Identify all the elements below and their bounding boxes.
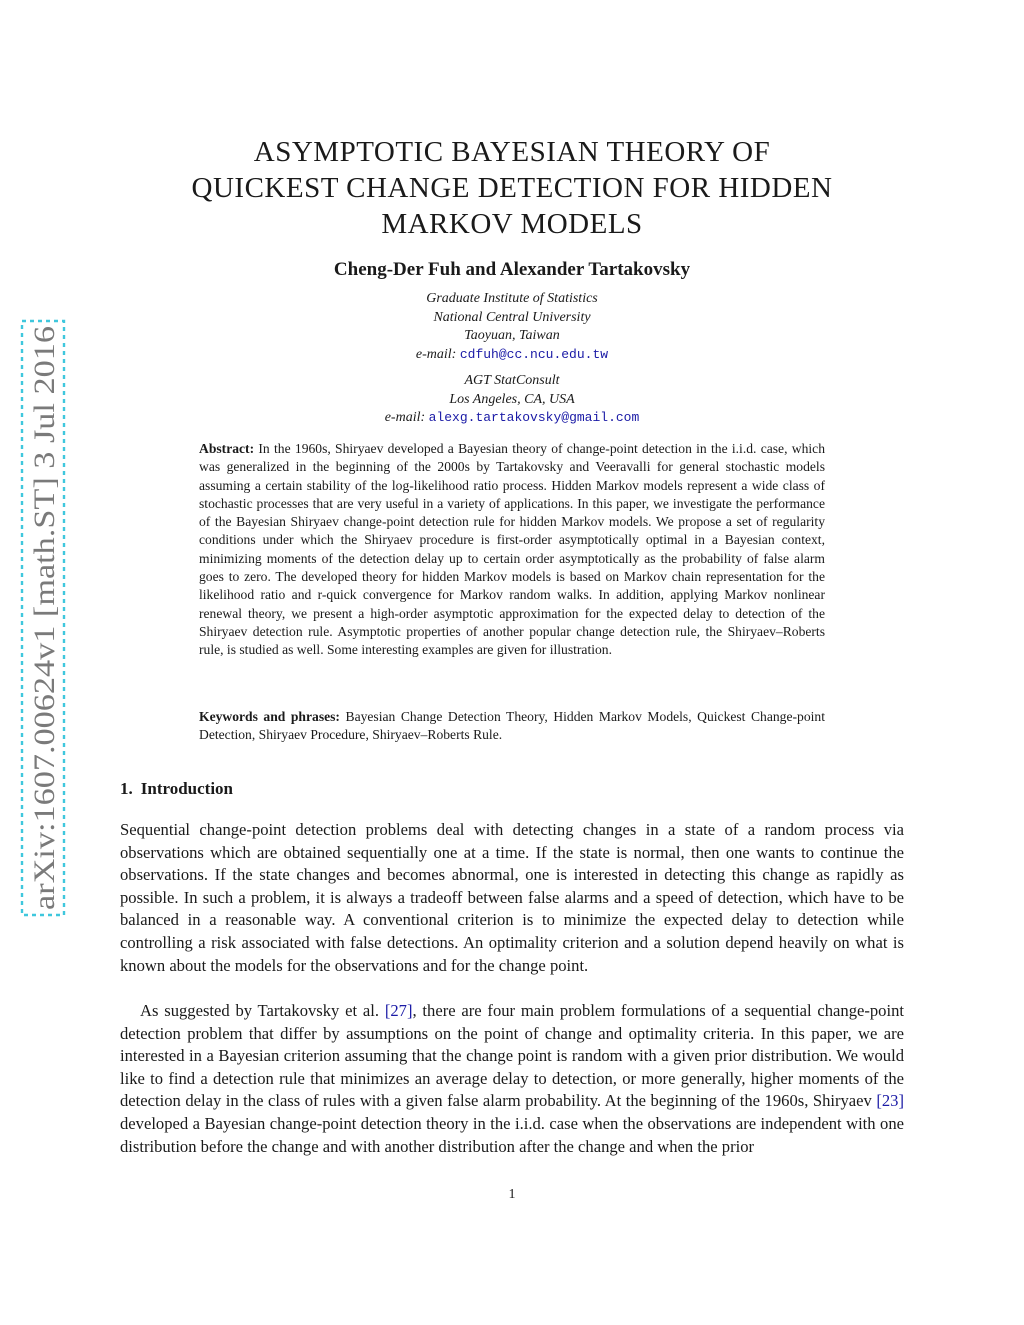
abstract-text: In the 1960s, Shiryaev developed a Bayesian theory of change-point detection in the i.i.d. case, which was generalized in the beginning of the 2000s by Tartakovsky and Veeravalli for general stochastic models assuming a certain stability of the log-likelihood ratio process. Hidden Markov models represent a wide class of stochastic processes that are very useful in a variety of applications. In this paper, we investigate the performance of the Bayesian Shiryaev change-point detection rule for hidden Markov models. We propose a set of regularity conditions under which the Shiryaev procedure is first-order asymptotically optimal in a Bayesian context, minimizing moments of the detection delay up to certain order asymptotically as the probability of false alarm goes to zero. The developed theory for hidden Markov models is based on Markov chain representation for the likelihood ratio and r-quick convergence for Markov random walks. In addition, applying Markov nonlinear renewal theory, we present a high-order asymptotic approximation for the expected delay to detection of the Shiryaev detection rule. Asymptotic properties of another popular change detection rule, the Shiryaev–Roberts rule, is studied as well. Some interesting examples are given for illustration. — [199, 441, 825, 658]
section-heading — [120, 779, 233, 799]
section-number: 1. — [120, 779, 133, 798]
paragraph-text: developed a Bayesian change-point detection theory in the i.i.d. case when the observations are independent with one distribution before the change and with another distribution after the change and when the prior — [120, 1113, 904, 1156]
arxiv-stamp-text: arXiv:1607.00624v1 [math.ST] 3 Jul 2016 — [28, 398, 61, 910]
body-paragraph-2 — [120, 1000, 904, 1158]
page-number: 1 — [508, 1187, 516, 1202]
keywords — [199, 708, 825, 745]
affiliation-line: National Central University — [433, 309, 591, 325]
title-line: ASYMPTOTIC BAYESIAN THEORY OF — [253, 136, 771, 168]
arxiv-identifier-stamp — [18, 318, 68, 918]
affiliation-1 — [212, 290, 812, 364]
body-paragraph-1: Sequential change-point detection problems deal with detecting changes in a state of a random process via observations which are obtained sequentially one at a time. If the state is normal, then one wants to continue the observations. If the state changes and becomes abnormal, one is interested in detecting this change as rapidly as possible. In such a problem, it is always a tradeoff between false alarms and a speed of detection, which have to be balanced in a reasonable way. A conventional criterion is to minimize the expected delay to detection while controlling a risk associated with false detections. An optimality criterion and a solution depend heavily on what is known about the models for the observations and for the change point. — [120, 820, 904, 975]
abstract — [199, 440, 825, 660]
affiliation-line: Graduate Institute of Statistics — [426, 291, 598, 306]
email-label: e-mail: — [384, 410, 426, 425]
abstract-label: Abstract: — [199, 441, 255, 456]
arxiv-stamp-graphic — [18, 318, 68, 918]
affiliation-line: Taoyuan, Taiwan — [464, 328, 560, 343]
paper-title — [112, 134, 912, 242]
paragraph-text: , there are four main problem formulations of a sequential change-point detection problem that differ by assumptions on the point of change and optimality criteria. In this paper, we are interested in a Bayesian criterion assuming that the change point is random with a given prior distribution. We would like to find a detection rule that minimizes an average delay to detection, or more generally, higher moments of the detection delay in the class of rules with a given false alarm probability. At the beginning of the 1960s, Shiryaev — [120, 1001, 904, 1111]
email-link[interactable]: alexg.tartakovsky@gmail.com — [428, 410, 640, 425]
section-title: Introduction — [140, 779, 234, 798]
affiliation-line: AGT StatConsult — [464, 373, 560, 388]
title-line: QUICKEST CHANGE DETECTION FOR HIDDEN — [191, 172, 833, 204]
citation-link[interactable]: [23] — [876, 1091, 904, 1111]
email-label: e-mail: — [415, 346, 457, 362]
author-list: Cheng-Der Fuh and Alexander Tartakovsky — [333, 259, 691, 280]
email-line — [212, 409, 812, 428]
affiliation-2 — [212, 372, 812, 428]
email-link[interactable]: cdfuh@cc.ncu.edu.tw — [459, 346, 609, 362]
affiliation-line: Los Angeles, CA, USA — [449, 391, 575, 407]
citation-link[interactable]: [27] — [384, 1001, 413, 1020]
email-line — [212, 346, 812, 365]
keywords-text: Bayesian Change Detection Theory, Hidden Markov Models, Quickest Change-point Detection, Shiryaev Procedure, Shiryaev–Roberts Rule. — [199, 709, 825, 743]
paragraph-text: As suggested by Tartakovsky et al. — [140, 1001, 385, 1020]
title-line: MARKOV MODELS — [381, 208, 643, 240]
keywords-label: Keywords and phrases: — [199, 709, 340, 724]
